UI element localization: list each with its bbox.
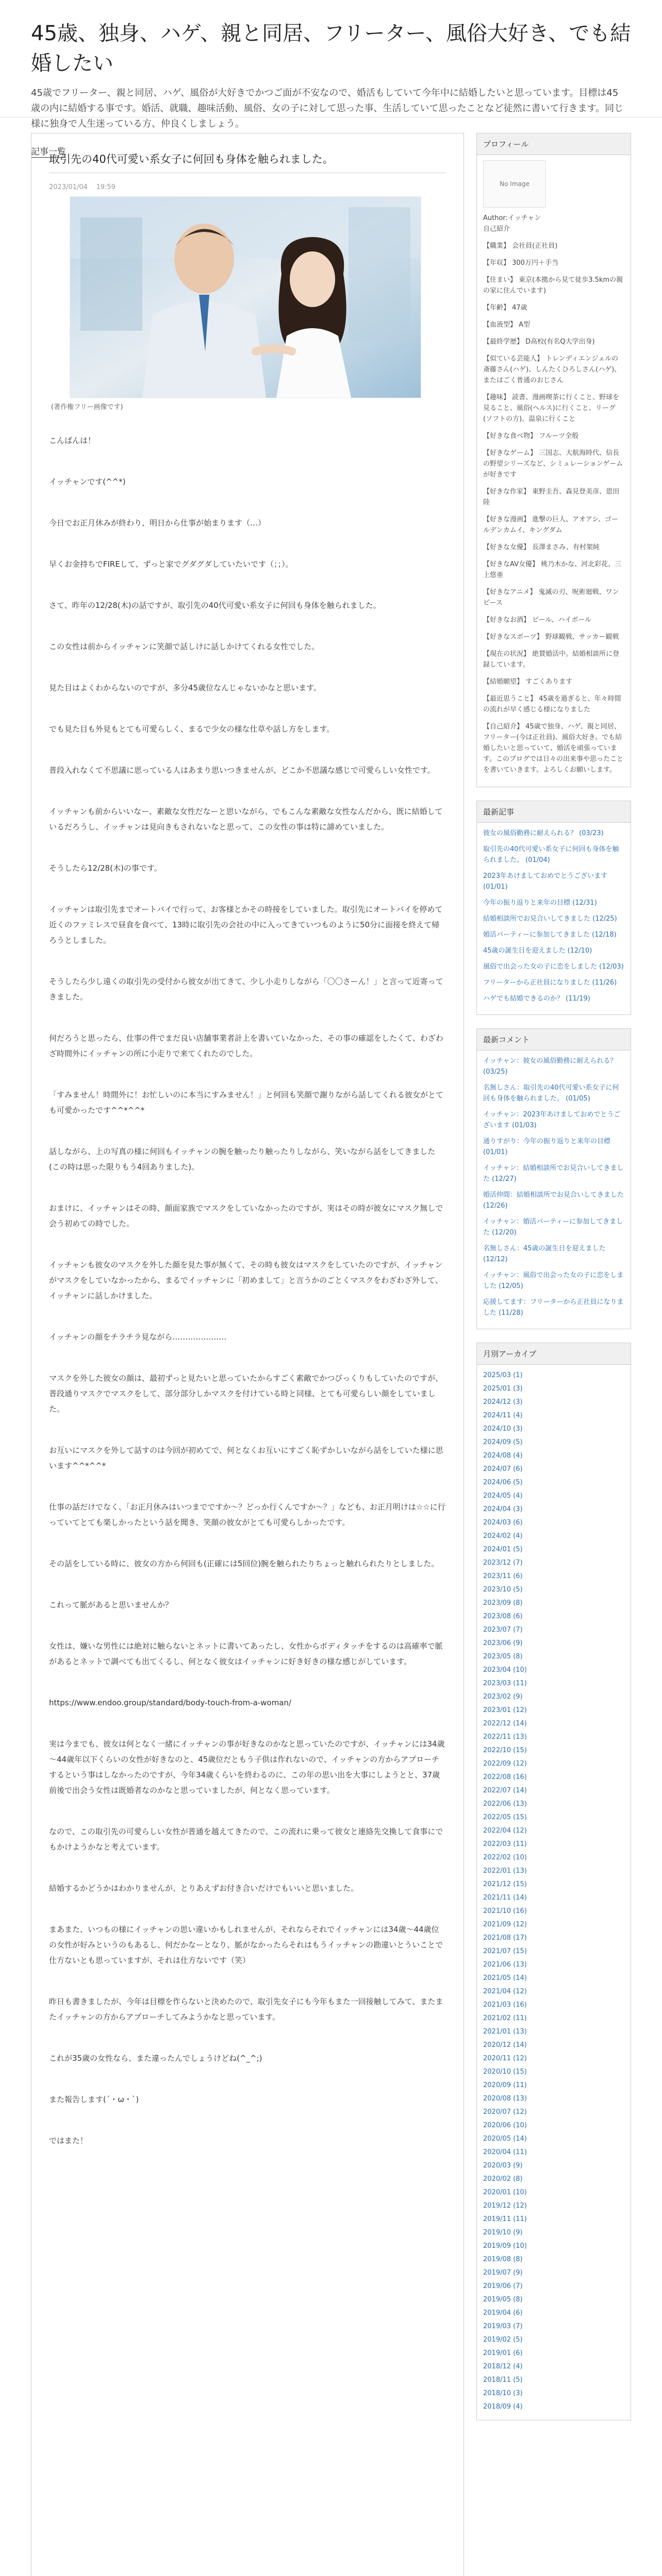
site-title[interactable]: 45歳、独身、ハゲ、親と同居、フリーター、風俗大好き、でも結婚したい bbox=[31, 22, 631, 75]
recent-comment-item bbox=[483, 1082, 624, 1104]
archive-item bbox=[483, 1611, 624, 1622]
archive-link[interactable]: 2022/08 (16) bbox=[483, 1773, 527, 1781]
archive-item bbox=[483, 2026, 624, 2037]
recent-comment-item bbox=[483, 1056, 624, 1077]
recent-comment-link[interactable]: イッチャン：2023年あけましておめでとうございます (01/03) bbox=[483, 1111, 621, 1129]
archive-link[interactable]: 2020/11 (12) bbox=[483, 2055, 527, 2062]
recent-post-item bbox=[483, 913, 624, 924]
archive-link[interactable]: 2022/11 (13) bbox=[483, 1733, 527, 1741]
archive-link[interactable]: 2024/04 (3) bbox=[483, 1505, 523, 1513]
profile-line: 【血液型】 A型 bbox=[483, 321, 531, 329]
archive-item bbox=[483, 1973, 624, 1984]
recent-comment-item bbox=[483, 1109, 624, 1131]
archive-link[interactable]: 2021/04 (12) bbox=[483, 1988, 527, 1995]
article-paragraph: そうしたら少し遠くの取引先の受付から彼女が出てきて、少し小走りしながら「〇〇さーん！」と言って近寄ってきました。 bbox=[49, 977, 443, 1002]
archive-link[interactable]: 2019/02 (5) bbox=[483, 2336, 523, 2344]
article-paragraph: 何だろうと思ったら、仕事の件でまだ良い店舗事業者計上を書いていなかった、その事の確認をしたくて、わざわざ時間外にイッチャンの所に小走りで来てくれたのでした。 bbox=[49, 1033, 443, 1058]
recent-comments-list bbox=[483, 1056, 624, 1318]
profile-line: 【最近思うこと】 45歳を過ぎると、年々時間の流れが早く感じる様になりました bbox=[483, 695, 621, 714]
archive-item bbox=[483, 1423, 624, 1434]
archive-link[interactable]: 2023/09 (8) bbox=[483, 1599, 523, 1607]
archive-item bbox=[483, 2040, 624, 2050]
article-paragraph: 昨日も書きましたが、今年は目標を作らないと決めたので、取引先女子にも今年もまた一回接触してみて、またまたイッチャンの方からアプローチしてみようかなと思っています。 bbox=[49, 1997, 443, 2022]
profile-line: 【現在の状況】 絶賛婚活中。結婚相談所に登録しています。 bbox=[483, 650, 620, 669]
archive-link[interactable]: 2024/10 (3) bbox=[483, 1425, 523, 1433]
recent-comments-box bbox=[476, 1028, 631, 1329]
profile-line: 【好きなお酒】 ビール、ハイボール bbox=[483, 616, 592, 624]
archive-item bbox=[483, 1370, 624, 1381]
article-paragraph: また報告します(´・ω・`) bbox=[49, 2095, 139, 2104]
archive-item bbox=[483, 1490, 624, 1501]
archive-item bbox=[483, 1665, 624, 1675]
profile-line: 【自己紹介】 45歳で独身、ハゲ、親と同居、フリーター(今は正社員)、風俗大好き。でも結婚したいと思っていて、婚活を頑張っています。このブログでは日々の出来事や思ったことを書いていきます。よろしくお願いします。 bbox=[483, 723, 623, 774]
archive-link[interactable]: 2022/03 (11) bbox=[483, 1840, 527, 1848]
archive-link[interactable]: 2020/10 (15) bbox=[483, 2068, 527, 2076]
archive-item bbox=[483, 1651, 624, 1662]
archive-link[interactable]: 2018/10 (3) bbox=[483, 2389, 523, 2397]
archive-item bbox=[483, 1410, 624, 1421]
recent-comment-link[interactable]: 通りすがり：今年の振り返りと来年の目標 (01/01) bbox=[483, 1138, 611, 1156]
archive-link[interactable]: 2021/12 (15) bbox=[483, 1880, 527, 1888]
profile-line: 【好きなアニメ】 鬼滅の刃、呪術廻戦、ワンピース bbox=[483, 588, 619, 607]
archive-link[interactable]: 2023/06 (9) bbox=[483, 1639, 523, 1647]
entry-date-time: 19:59 bbox=[96, 183, 115, 191]
article-paragraph: 早くお金持ちでFIREして、ずっと家でグダグダしていたいです（；；）。 bbox=[49, 560, 293, 569]
archive-link[interactable]: 2019/10 (9) bbox=[483, 2229, 523, 2236]
article-paragraph: お互いにマスクを外して話すのは今回が初めてで、何となくお互いにすごく恥ずかしいながら話をしていた様に思います^^*^^* bbox=[49, 1446, 443, 1470]
archive-item bbox=[483, 1785, 624, 1796]
article-paragraph: これが35歳の女性なら、また違ったんでしょうけどね(^_^;) bbox=[49, 2054, 262, 2063]
recent-post-link[interactable]: ハゲでも結婚できるのか？ (11/19) bbox=[483, 995, 590, 1003]
archive-item bbox=[483, 2066, 624, 2077]
article-paragraph: 今日でお正月休みが終わり、明日から仕事が始まります（…） bbox=[49, 518, 266, 528]
recent-comment-item bbox=[483, 1216, 624, 1238]
article-paragraph: こんばんは！ bbox=[49, 436, 96, 445]
recent-comment-link[interactable]: イッチャン：結婚相談所でお見合いしてきました (12/27) bbox=[483, 1164, 624, 1183]
recent-comments-title: 最新コメント bbox=[477, 1029, 631, 1050]
archive-link[interactable]: 2019/06 (7) bbox=[483, 2282, 523, 2290]
archive-link[interactable]: 2019/01 (6) bbox=[483, 2349, 523, 2357]
archive-item bbox=[483, 2281, 624, 2292]
profile-line: 【好きな女優】 長澤まさみ、有村架純 bbox=[483, 544, 600, 551]
article-paragraph: マスクを外した彼女の顔は、最初ずっと見たいと思っていたからすごく素敵でかつびっくりもしていたのですが、普段通りマスクでマスクをして、部分部分しかマスクを付けている時と同様、とても可愛らしい顔をしていました。 bbox=[49, 1374, 443, 1414]
recent-comment-item bbox=[483, 1136, 624, 1158]
site-description: 45歳でフリーター、親と同居、ハゲ、風俗が大好きでかつご面が不安なので、婚活もしていて今年中に結婚したいと思っています。目標は45歳の内に結婚する事です。婚活、就職、趣味活動、風俗、女の子に対して思った事、生活していて思ったことなど徒然に書いて行きます。同じ様に独身で人生迷っている方、仲良くしましょう。 bbox=[31, 88, 624, 129]
archive-item bbox=[483, 1946, 624, 1957]
couple-photo-illustration bbox=[70, 197, 421, 398]
profile-line: 【好きなスポーツ】 野球観戦、サッカー観戦 bbox=[483, 633, 619, 641]
sidebar bbox=[476, 133, 631, 2434]
archive-item bbox=[483, 2401, 624, 2412]
archive-link[interactable]: 2020/06 (10) bbox=[483, 2122, 527, 2129]
archive-link[interactable]: 2018/12 (4) bbox=[483, 2363, 523, 2370]
archive-link[interactable]: 2021/03 (16) bbox=[483, 2001, 527, 2009]
entry-date-day: 2023/01/04 bbox=[49, 183, 88, 191]
article-paragraph: 実は今までも、彼女は何となく一緒にイッチャンの事が好きなのかなと思っていたのですが、イッチャンには34歳～44歳年以下くらいの女性が好きなのと、45歳位だともう子供は作れないので、イッチャンの方からアプローチするという事はしなかったのですが、今年34歳くらいを終わるのに、この年の思い出を大事にしようとと、37歳前後で出会う女性は既婚者なのかなと思っていましたが、何となく思っています。 bbox=[49, 1739, 445, 1795]
archive-item bbox=[483, 1812, 624, 1823]
archive-item bbox=[483, 1959, 624, 1970]
recent-comment-item bbox=[483, 1297, 624, 1318]
recent-post-link[interactable]: 取引先の40代可愛い系女子に何回も身体を触られました。 (01/04) bbox=[483, 845, 619, 864]
archive-item bbox=[483, 1437, 624, 1448]
article-paragraph: 仕事の話だけでなく、「お正月休みはいつまでですか～？どっか行くんですか～？」なども、お正月明けは☆☆に行っていてとても楽しかったという話を聞き、笑顔の彼女がとても可愛らしかったです。 bbox=[49, 1502, 445, 1527]
archive-item bbox=[483, 1852, 624, 1863]
article-paragraph: これって脈があると思いませんか？ bbox=[49, 1600, 173, 1609]
main-column bbox=[31, 133, 464, 2576]
archive-item bbox=[483, 1732, 624, 1742]
archive-item bbox=[483, 1678, 624, 1689]
archive-item bbox=[483, 2308, 624, 2318]
archive-link[interactable]: 2019/04 (6) bbox=[483, 2309, 523, 2317]
article-photo bbox=[70, 196, 421, 398]
archive-item bbox=[483, 2348, 624, 2359]
article-paragraph: 女性は、嫌いな男性には絶対に触らないとネットに書いてあったし、女性からボディタッチをするのは高確率で脈があるとネットで調べても出てくるし、何となく彼女はイッチャンに好き好きの様な感じがしています。 bbox=[49, 1641, 443, 1666]
article-paragraph: そうしたら12/28(木)の事です。 bbox=[49, 863, 162, 873]
archive-link[interactable]: 2024/11 (4) bbox=[483, 1412, 523, 1419]
archive-link[interactable]: 2023/01 (12) bbox=[483, 1706, 527, 1714]
archive-item bbox=[483, 1705, 624, 1716]
archive-item bbox=[483, 1999, 624, 2010]
recent-post-link[interactable]: 45歳の誕生日を迎えました (12/10) bbox=[483, 947, 592, 955]
archive-link[interactable]: 2022/01 (13) bbox=[483, 1867, 527, 1875]
archive-link[interactable]: 2019/05 (8) bbox=[483, 2296, 523, 2303]
archive-link[interactable]: 2021/10 (16) bbox=[483, 1907, 527, 1915]
profile-line: 【趣味】 読書、漫画喫茶に行くこと、野球を見ること、風俗(ヘルス)に行くこと、リーグ(ソフトの方)、温泉に行くこと bbox=[483, 394, 620, 423]
archive-item bbox=[483, 2187, 624, 2198]
archive-link[interactable]: 2023/11 (6) bbox=[483, 1572, 523, 1580]
article-body bbox=[49, 433, 446, 2148]
profile-line: 【好きな漫画】 進撃の巨人、アオアシ、ゴールデンカムイ、キングダム bbox=[483, 516, 619, 534]
profile-avatar: No Image bbox=[483, 160, 546, 208]
recent-post-item bbox=[483, 993, 624, 1004]
archive-link[interactable]: 2020/03 (9) bbox=[483, 2162, 523, 2170]
archive-link[interactable]: 2020/12 (14) bbox=[483, 2041, 527, 2049]
archive-link[interactable]: 2021/06 (13) bbox=[483, 1961, 527, 1969]
archive-link[interactable]: 2020/07 (12) bbox=[483, 2108, 527, 2116]
archive-item bbox=[483, 1691, 624, 1702]
archive-link[interactable]: 2019/11 (11) bbox=[483, 2215, 527, 2223]
profile-line: 【好きなゲーム】 三国志、大航海時代、信長の野望シリーズなど、シミュレーションゲームが好きです bbox=[483, 449, 623, 479]
archive-link[interactable]: 2019/08 (8) bbox=[483, 2256, 523, 2263]
recent-comment-link[interactable]: 婚活仲間：結婚相談所でお見合いしてきました (12/26) bbox=[483, 1191, 624, 1210]
recent-post-link[interactable]: 彼女の風俗勤務に耐えられる？ (03/23) bbox=[483, 829, 604, 837]
archive-link[interactable]: 2022/07 (14) bbox=[483, 1787, 527, 1794]
archive-link[interactable]: 2020/01 (10) bbox=[483, 2189, 527, 2196]
recent-comment-item bbox=[483, 1270, 624, 1292]
archive-item bbox=[483, 1839, 624, 1850]
archive-link[interactable]: 2022/04 (12) bbox=[483, 1827, 527, 1835]
archive-item bbox=[483, 1758, 624, 1769]
archive-link[interactable]: 2021/07 (15) bbox=[483, 1947, 527, 1955]
article-paragraph: なので、この取引先の可愛らしい女性が普通を越えてきたので、この流れに乗って彼女と連絡先交換して食事にでもかけようかなと考えています。 bbox=[49, 1827, 443, 1852]
archive-item bbox=[483, 1799, 624, 1809]
archive-item bbox=[483, 2214, 624, 2225]
recent-comment-link[interactable]: 名無しさん：45歳の誕生日を迎えました (12/12) bbox=[483, 1245, 606, 1263]
archive-item bbox=[483, 1517, 624, 1528]
archive-title: 月別アーカイブ bbox=[477, 1343, 631, 1365]
archive-item bbox=[483, 1638, 624, 1649]
recent-comment-item bbox=[483, 1243, 624, 1265]
article-paragraph: イッチャンも彼女のマスクを外した顔を見た事が無くて、その時も彼女はマスクをしていたのですが、イッチャンがマスクをしていなかったから、まるでイッチャンに「初めまして」と言うかのごとくマスクをわざわざ外して、イッチャンに話しかけました。 bbox=[49, 1260, 443, 1300]
archive-link[interactable]: 2023/05 (8) bbox=[483, 1653, 523, 1660]
recent-posts-title: 最新記事 bbox=[477, 801, 631, 823]
archive-link[interactable]: 2021/05 (14) bbox=[483, 1974, 527, 1982]
archive-link[interactable]: 2022/10 (15) bbox=[483, 1747, 527, 1754]
entry-title[interactable]: 取引先の40代可愛い系女子に何回も身体を触られました。 bbox=[49, 151, 446, 173]
archive-item bbox=[483, 1450, 624, 1461]
archive-item bbox=[483, 1866, 624, 1876]
recent-post-item bbox=[483, 945, 624, 956]
archive-item bbox=[483, 1531, 624, 1541]
profile-line: 【似ている芸能人】 トレンディエンジェルの斎藤さん(ハゲ)、しんたくひろしさん(ハゲ)、またはごく普通のおじさん bbox=[483, 355, 621, 384]
archive-item bbox=[483, 2147, 624, 2158]
archive-item bbox=[483, 1879, 624, 1890]
archive-item bbox=[483, 1504, 624, 1515]
profile-line: 【職業】 会社員(正社員) bbox=[483, 242, 558, 250]
archive-link[interactable]: 2022/05 (15) bbox=[483, 1814, 527, 1821]
archive-item bbox=[483, 1986, 624, 1997]
profile-line: 【好きな食べ物】 フルーツ全般 bbox=[483, 432, 579, 440]
archive-link[interactable]: 2023/04 (10) bbox=[483, 1666, 527, 1674]
archive-link[interactable]: 2018/11 (5) bbox=[483, 2376, 523, 2384]
recent-post-link[interactable]: 婚活パーティーに参加してきました (12/18) bbox=[483, 931, 617, 939]
archive-link[interactable]: 2023/03 (11) bbox=[483, 1680, 527, 1687]
archive-item bbox=[483, 2013, 624, 2024]
profile-line: 【好きなAV女優】 桃乃木かな、河北彩花、三上悠亜 bbox=[483, 561, 622, 579]
archive-item bbox=[483, 1397, 624, 1408]
profile-line: 【好きな作家】 東野圭吾、森見登美彦、恩田陸 bbox=[483, 488, 620, 506]
article-list-link[interactable]: 記事一覧 bbox=[31, 147, 66, 157]
recent-comment-item bbox=[483, 1190, 624, 1211]
archive-link[interactable]: 2023/10 (5) bbox=[483, 1586, 523, 1594]
archive-link[interactable]: 2024/07 (6) bbox=[483, 1465, 523, 1473]
archive-item bbox=[483, 2120, 624, 2131]
article-paragraph: イッチャンは取引先までオートバイで行って、お客様とかその時接をしていました。取引先にオートバイを停めて近くのファミレスで昼食を食べて、13時に取引先の会社の中に入ってきていつものように50分に面接を終えて帰ろうとしました。 bbox=[49, 905, 443, 945]
archive-item bbox=[483, 2334, 624, 2345]
entry-date bbox=[49, 183, 446, 191]
profile-line: 【結婚願望】 すごくあります bbox=[483, 678, 573, 686]
profile-title: プロフィール bbox=[477, 133, 631, 155]
article-paragraph: この女性は前からイッチャンに笑顔で話しけに話しかけてくれる女性でした。 bbox=[49, 642, 320, 651]
archive-item bbox=[483, 1825, 624, 1836]
profile-box bbox=[476, 133, 631, 787]
archive-link[interactable]: 2022/09 (12) bbox=[483, 1760, 527, 1768]
archive-item bbox=[483, 1624, 624, 1635]
archive-link[interactable]: 2021/01 (13) bbox=[483, 2028, 527, 2036]
archive-item bbox=[483, 1906, 624, 1917]
archive-link[interactable]: 2024/01 (5) bbox=[483, 1546, 523, 1553]
archive-item bbox=[483, 1477, 624, 1488]
archive-link[interactable]: 2023/07 (7) bbox=[483, 1626, 523, 1634]
recent-post-item bbox=[483, 897, 624, 908]
archive-item bbox=[483, 2361, 624, 2372]
archive-item bbox=[483, 2174, 624, 2184]
profile-line: 【年収】 300万円＋手当 bbox=[483, 259, 558, 267]
recent-comment-link[interactable]: 応援してます：フリーターから正社員になりました (11/28) bbox=[483, 1298, 624, 1317]
archive-link[interactable]: 2020/08 (13) bbox=[483, 2095, 527, 2103]
archive-item bbox=[483, 1919, 624, 1930]
archive-box bbox=[476, 1343, 631, 2420]
archive-link[interactable]: 2019/07 (9) bbox=[483, 2269, 523, 2277]
archive-item bbox=[483, 2294, 624, 2305]
recent-post-item bbox=[483, 977, 624, 988]
archive-item bbox=[483, 2133, 624, 2144]
archive-item bbox=[483, 2160, 624, 2171]
archive-link[interactable]: 2020/05 (14) bbox=[483, 2135, 527, 2143]
recent-comment-link[interactable]: イッチャン：婚活パーティーに参加してきました (12/20) bbox=[483, 1218, 623, 1236]
archive-item bbox=[483, 1557, 624, 1568]
archive-link[interactable]: 2021/09 (12) bbox=[483, 1921, 527, 1928]
archive-link[interactable]: 2019/03 (7) bbox=[483, 2323, 523, 2330]
archive-link[interactable]: 2025/03 (1) bbox=[483, 1371, 523, 1379]
archive-item bbox=[483, 2053, 624, 2064]
article-paragraph: 普段入れなくて不思議に思っている人はあまり思いつきませんが、どこか不思議な感じで可愛らしい女性です。 bbox=[49, 766, 435, 775]
archive-item bbox=[483, 1718, 624, 1729]
archive-item bbox=[483, 2227, 624, 2238]
archive-item bbox=[483, 1598, 624, 1608]
archive-link[interactable]: 2020/09 (11) bbox=[483, 2081, 527, 2089]
archive-item bbox=[483, 2254, 624, 2265]
archive-link[interactable]: 2023/02 (9) bbox=[483, 1693, 523, 1701]
recent-comment-link[interactable]: イッチャン：風俗で出会った女の子に恋をしました (12/05) bbox=[483, 1272, 624, 1290]
archive-link[interactable]: 2021/11 (14) bbox=[483, 1894, 527, 1902]
archive-link[interactable]: 2018/09 (4) bbox=[483, 2403, 523, 2411]
recent-comment-link[interactable]: 名無しさん：取引先の40代可愛い系女子に何回も身体を触られました。 (01/05) bbox=[483, 1084, 619, 1103]
archive-item bbox=[483, 1383, 624, 1394]
recent-post-item bbox=[483, 844, 624, 866]
profile-body bbox=[477, 155, 631, 787]
recent-post-item bbox=[483, 871, 624, 892]
archive-item bbox=[483, 1571, 624, 1582]
archive-item bbox=[483, 2375, 624, 2385]
archive-item bbox=[483, 1544, 624, 1555]
archive-link[interactable]: 2022/06 (13) bbox=[483, 1800, 527, 1808]
reference-link[interactable]: https://www.endoo.group/standard/body-touch-from-a-woman/ bbox=[49, 1698, 291, 1707]
archive-item bbox=[483, 2093, 624, 2104]
archive-link[interactable]: 2020/04 (11) bbox=[483, 2148, 527, 2156]
archive-link[interactable]: 2024/09 (5) bbox=[483, 1438, 523, 1446]
archive-item bbox=[483, 1584, 624, 1595]
archive-list bbox=[483, 1370, 624, 2412]
archive-link[interactable]: 2024/06 (5) bbox=[483, 1479, 523, 1486]
archive-item bbox=[483, 1745, 624, 1756]
recent-post-link[interactable]: 結婚相談所でお見合いしてきました (12/25) bbox=[483, 915, 617, 923]
archive-item bbox=[483, 2321, 624, 2332]
recent-comment-item bbox=[483, 1163, 624, 1184]
article-paragraph: さて、昨年の12/28(木)の話ですが、取引先の40代可愛い系女子に何回も身体を触られました。 bbox=[49, 601, 381, 610]
archive-item bbox=[483, 2107, 624, 2117]
profile-line: 【最終学歴】 D高校(有名Q大学出身) bbox=[483, 338, 595, 346]
article-paragraph: 話しながら、上の写真の様に何回もイッチャンの腕を触ったり触ったりしながら、笑いながら話をしてきました(この時は思った限りもう4回ありました)。 bbox=[49, 1147, 436, 1172]
recent-post-link[interactable]: フリーターから正社員になりました (11/26) bbox=[483, 979, 617, 987]
recent-post-item bbox=[483, 828, 624, 839]
article-paragraph: イッチャンの顔をチラチラ見ながら………………… bbox=[49, 1332, 227, 1342]
recent-post-link[interactable]: 2023年あけましておめでとうございます (01/01) bbox=[483, 872, 608, 891]
recent-posts-box bbox=[476, 801, 631, 1015]
article-paragraph: イッチャンです(^^*) bbox=[49, 477, 126, 486]
archive-link[interactable]: 2019/09 (10) bbox=[483, 2242, 527, 2250]
archive-item bbox=[483, 2200, 624, 2211]
article-paragraph: おまけに、イッチャンはその時、顔面家族でマスクをしていなかったのですが、実はその時が彼女にマスク無しで会う初めての時でした。 bbox=[49, 1204, 443, 1228]
archive-link[interactable]: 2024/03 (6) bbox=[483, 1519, 523, 1527]
archive-link[interactable]: 2022/12 (14) bbox=[483, 1720, 527, 1727]
archive-link[interactable]: 2024/02 (4) bbox=[483, 1532, 523, 1540]
recent-post-item bbox=[483, 929, 624, 940]
archive-link[interactable]: 2024/05 (4) bbox=[483, 1492, 523, 1500]
article-paragraph: まあまた、いつもの様にイッチャンの思い違いかもしれませんが、それならそれでイッチャンには34歳～44歳位の女性が好みというのもあるし、何だかなーとなり、脈がなかったらそれはもうイッチャンの勘違いとういことで仕方ないとも思っていますが、それは仕方ないです（笑） bbox=[49, 1925, 443, 1965]
article-paragraph: イッチャンも前からいいなー、素敵な女性だなーと思いながら、でもこんな素敵な女性なんだから、既に結婚しているだろうし、イッチャンは見向きもされないなと思って、この女性の事は特に諦めていました。 bbox=[49, 807, 443, 832]
archive-link[interactable]: 2024/12 (3) bbox=[483, 1398, 523, 1406]
recent-post-item bbox=[483, 961, 624, 972]
article-paragraph: ではまた！ bbox=[49, 2136, 88, 2145]
archive-item bbox=[483, 1892, 624, 1903]
archive-link[interactable]: 2025/01 (3) bbox=[483, 1385, 523, 1393]
recent-post-link[interactable]: 風俗で出会った女の子に恋をしました (12/03) bbox=[483, 963, 624, 971]
recent-posts-list bbox=[483, 828, 624, 1004]
article-paragraph: でも見た目も外見もとても可愛らしく、まるで少女の様な仕草や話し方をします。 bbox=[49, 724, 335, 734]
profile-line: 【住まい】 東京(本拠から見て徒歩3.5kmの親の家に住んでいます) bbox=[483, 276, 623, 295]
archive-item bbox=[483, 2241, 624, 2251]
recent-comment-link[interactable]: イッチャン：彼女の風俗勤務に耐えられる？ (03/25) bbox=[483, 1057, 617, 1076]
archive-item bbox=[483, 2080, 624, 2091]
photo-caption: (著作権フリー画像です) bbox=[51, 403, 123, 411]
archive-item bbox=[483, 1933, 624, 1943]
profile-line: 【年齢】 47歳 bbox=[483, 304, 527, 312]
profile-line: Author:イッチャン 自己紹介 bbox=[483, 214, 541, 233]
archive-link[interactable]: 2020/02 (8) bbox=[483, 2175, 523, 2183]
archive-item bbox=[483, 2388, 624, 2399]
archive-item bbox=[483, 1464, 624, 1475]
archive-link[interactable]: 2023/12 (7) bbox=[483, 1559, 523, 1567]
recent-post-link[interactable]: 今年の振り返りと来年の目標 (12/31) bbox=[483, 899, 597, 907]
archive-link[interactable]: 2023/08 (6) bbox=[483, 1613, 523, 1620]
archive-item bbox=[483, 2267, 624, 2278]
article-paragraph: 見た目はよくわからないのですが、多分45歳位なんじゃないかなと思います。 bbox=[49, 683, 321, 692]
article-paragraph: その話をしている時に、彼女の方から何回も(正確には5回位)腕を触られたりちょっと触れられたりとしました。 bbox=[49, 1559, 439, 1568]
article-paragraph: 結婚するかどうかはわかりませんが、とりあえずお付き合いだけでもいいと思いました。 bbox=[49, 1884, 359, 1893]
archive-link[interactable]: 2024/08 (4) bbox=[483, 1452, 523, 1460]
profile-lines bbox=[483, 213, 624, 775]
archive-link[interactable]: 2021/02 (11) bbox=[483, 2014, 527, 2022]
archive-link[interactable]: 2019/12 (12) bbox=[483, 2202, 527, 2210]
archive-item bbox=[483, 1772, 624, 1783]
archive-link[interactable]: 2022/02 (10) bbox=[483, 1854, 527, 1861]
archive-link[interactable]: 2021/08 (17) bbox=[483, 1934, 527, 1942]
article-paragraph: 「すみません！時間外に！お忙しいのに本当にすみません！」と何回も笑顔で謝りながら話してくれる彼女がとても可愛かったです^^*^^* bbox=[49, 1090, 444, 1115]
